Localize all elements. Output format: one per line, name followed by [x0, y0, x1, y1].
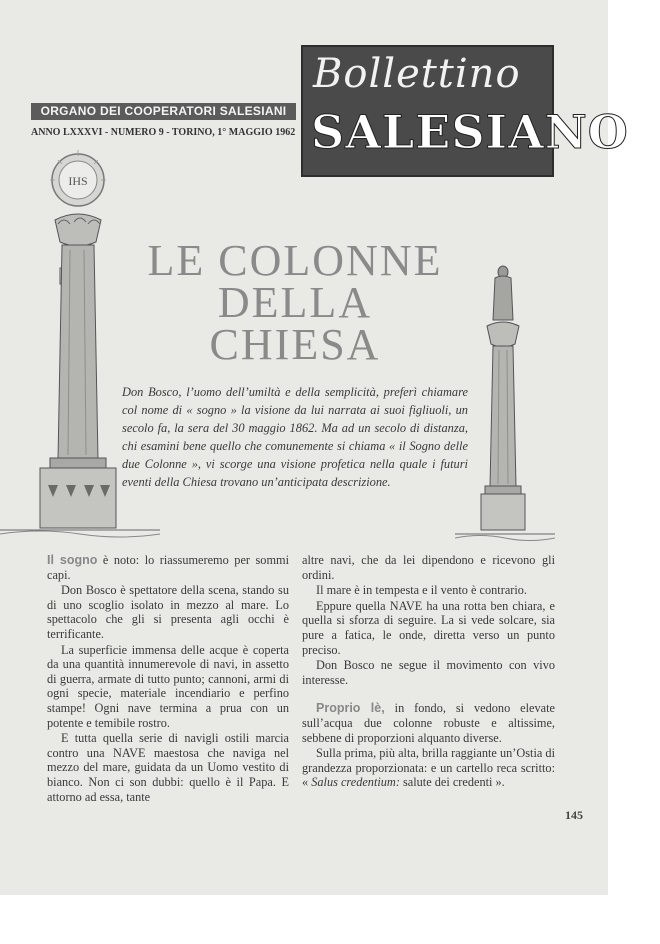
paragraph-text: in fondo, si vedono elevate sull’acqua due colonne robuste e altissime, sebbene di proporzioni alquanto diverse. — [302, 701, 555, 745]
text-column-1 — [47, 553, 289, 805]
text-column-2 — [302, 553, 555, 791]
organo-banner: ORGANO DEI COOPERATORI SALESIANI — [31, 103, 296, 120]
paragraph — [302, 746, 555, 790]
right-column-illustration — [455, 262, 555, 542]
paragraph: E tutta quella serie di navigli ostili marcia contro una NAVE maestosa che naviga nel mezzo del mare, guidata da un Uomo vestito di bianco. Non ci son dubbi: quello è il Papa. E attorno ad essa, tante — [47, 731, 289, 804]
masthead-big-title: SALESIANO — [311, 105, 629, 159]
masthead-logo — [301, 45, 629, 177]
paragraph: altre navi, che da lei dipendono e ricevono gli ordini. — [302, 553, 555, 582]
host-monogram: IHS — [68, 174, 88, 188]
paragraph: La superficie immensa delle acque è coperta da una quantità innumerevole di navi, in assetto di guerra, armate di tutto punto; cannoni, armi di ogni specie, materiale incendiario e perfino stampe! Ogni nave termina a prua con un potente e temibile rostro. — [47, 642, 289, 730]
paragraph: Il mare è in tempesta e il vento è contrario. — [316, 583, 528, 598]
section-lead: Proprio lè, — [316, 701, 385, 716]
paragraph — [47, 553, 289, 582]
section-lead: Il sogno — [47, 553, 98, 567]
article-title — [100, 236, 490, 369]
title-line-1: LE COLONNE — [147, 236, 443, 285]
paragraph — [302, 701, 555, 745]
paragraph: Eppure quella NAVE ha una rotta ben chiara, e quella si sforza di seguire. La si vede solcare, sia pure a fatica, le onde, diretta verso un punto preciso. — [302, 598, 555, 657]
page-number: 145 — [565, 808, 583, 822]
article-intro: Don Bosco, l’uomo dell’umiltà e della semplicità, preferì chiamare col nome di « sogno » la visione da lui narrata ai suoi figliuoli, un secolo fa, la sera del 30 maggio 1862. Ma ad un secolo di distanza, chi esamini bene quello che comunemente si chiama « il Sogno delle due Colonne », vi scorge una visione profetica nella quale i futuri eventi della Chiesa trovano un’anticipata descrizione. — [122, 385, 468, 489]
title-line-3: CHIESA — [209, 320, 381, 369]
paragraph-text: è noto: lo riassumeremo per sommi capi. — [47, 553, 289, 582]
masthead-script-title: Bollettino — [313, 51, 521, 97]
title-line-2: DELLA — [217, 278, 373, 327]
paragraph: Don Bosco ne segue il movimento con vivo interesse. — [302, 658, 555, 687]
latin-quote: Salus credentium: — [308, 775, 400, 790]
issue-line: ANNO LXXXVI - NUMERO 9 - TORINO, 1° MAGGIO 1962 — [31, 127, 296, 138]
paragraph-text: salute dei credenti ». — [399, 775, 505, 790]
paragraph-text: Sulla prima, più alta, brilla raggiante un’Ostia di grandezza proporzionata: e un cartello reca scritto: « — [302, 746, 555, 790]
paragraph: Don Bosco è spettatore della scena, stando su di uno scoglio isolato in mezzo al mare. Lo spettacolo che gli si presenta agli occhi è terrificante. — [47, 583, 289, 641]
